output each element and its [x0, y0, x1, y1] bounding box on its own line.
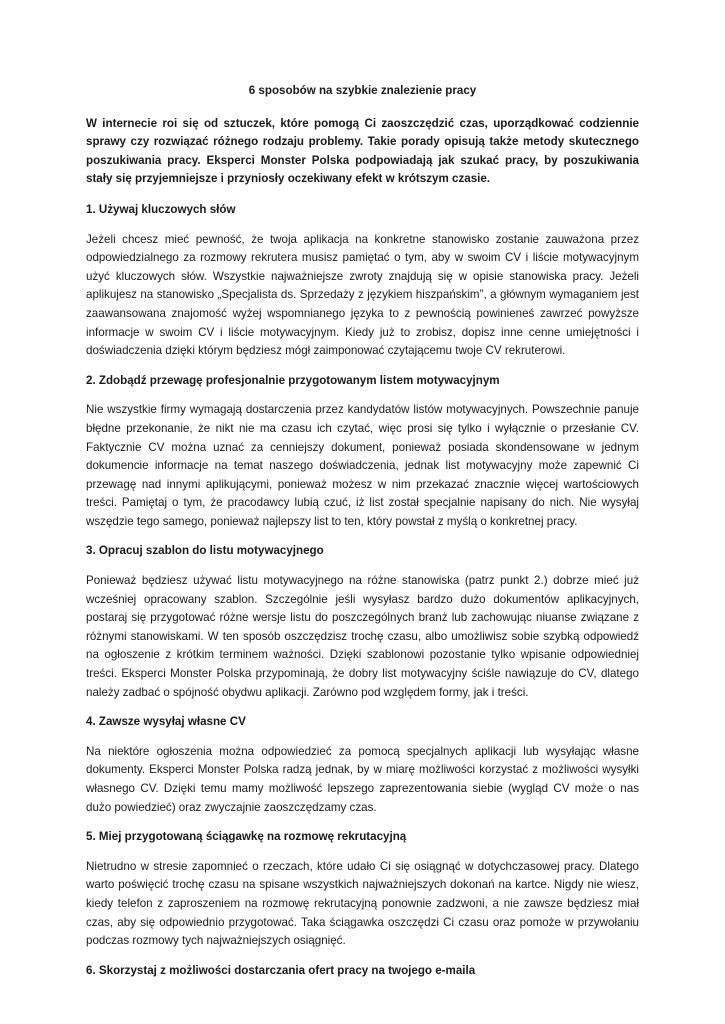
section-paragraph: Ponieważ będziesz używać listu motywacyjnego na różne stanowiska (patrz punkt 2.) dobrze mieć już wcześniej opracowany szablon. Szczególnie jeśli wysyłasz bardzo dużo dokumentów aplikacyjnych, postaraj się przygotować różne wersje listu do poszczególnych branż lub zachowując niuanse związane z różnymi stanowiskami. W ten sposób oszczędzisz trochę czasu, albo umożliwisz sobie szybką odpowiedź na ogłoszenie z krótkim terminem ważności. Dzięki szablonowi pozostanie tylko wpisanie odpowiedniej treści. Eksperci Monster Polska przypominają, że dobry list motywacyjny ściśle nawiązuje do CV, dlatego należy zadbać o spójność obydwu aplikacji. Zarówno pod względem formy, jak i treści. [86, 574, 639, 699]
section-heading: 3. Opracuj szablon do listu motywacyjnego [86, 544, 324, 558]
section-heading: 1. Używaj kluczowych słów [86, 202, 236, 216]
document-page [86, 82, 639, 991]
document-title: 6 sposobów na szybkie znalezienie pracy [248, 84, 477, 97]
section-heading: 5. Miej przygotowaną ściągawkę na rozmowę rekrutacyjną [86, 830, 407, 844]
section-paragraph: Jeżeli chcesz mieć pewność, że twoja aplikacja na konkretne stanowisko zostanie zauważona przez odpowiedzialnego za rozmowy rekrutera musisz pamiętać o tym, aby w swoim CV i liście motywacyjnym użyć kluczowych słów. Wszystkie najważniejsze zwroty znajdują się w opisie stanowiska pracy. Jeżeli aplikujesz na stanowisko „Specjalista ds. Sprzedaży z językiem hiszpańskim”, a głównym wymaganiem jest zaawansowana znajomość wyżej wspomnianego języka to z pewnością powinieneś zawrzeć powyższe informacje w swoim CV i liście motywacyjnym. Kiedy już to zrobisz, dopisz inne cenne umiejętności i doświadczenia dzięki którym będziesz mógł zaimponować czytającemu twoje CV rekruterowi. [86, 232, 639, 358]
section-paragraph: Na niektóre ogłoszenia można odpowiedzieć za pomocą specjalnych aplikacji lub wysyłając własne dokumenty. Eksperci Monster Polska radzą jednak, by w miarę możliwości korzystać z możliwości wysyłki własnego CV. Dzięki temu mamy możliwość lepszego zaprezentowania siebie (wygląd CV może o nas dużo powiedzieć) oraz zwyczajnie zaoszczędzamy czas. [86, 744, 639, 814]
section-heading: 4. Zawsze wysyłaj własne CV [86, 715, 246, 729]
intro-paragraph: W internecie roi się od sztuczek, które pomogą Ci zaoszczędzić czas, uporządkować codziennie sprawy czy rozwiązać różnego rodzaju problemy. Takie porady opisują także metody skutecznego poszukiwania pracy. Eksperci Monster Polska podpowiadają jak szukać pracy, by poszukiwania stały się przyjemniejsze i przyniosły oczekiwany efekt w krótszym czasie. [86, 116, 639, 186]
section-heading: 6. Skorzystaj z możliwości dostarczania ofert pracy na twojego e-maila [86, 963, 476, 977]
section-paragraph: Nie wszystkie firmy wymagają dostarczenia przez kandydatów listów motywacyjnych. Powszechnie panuje błędne przekonanie, że nikt nie ma czasu ich czytać, więc prosi się tylko i wyłącznie o przesłanie CV. Faktycznie CV można uznać za cenniejszy dokument, ponieważ posiada skondensowane w jednym dokumencie informacje na temat naszego doświadczenia, jednak list motywacyjny może zapewnić Ci przewagę nad innymi aplikującymi, ponieważ możesz w nim przekazać znacznie więcej wartościowych treści. Pamiętaj o tym, że pracodawcy lubią czuć, iż list został specjalnie napisany do nich. Nie wysyłaj wszędzie tego samego, ponieważ najlepszy list to ten, który powstał z myślą o konkretnej pracy. [86, 403, 639, 528]
section-heading: 2. Zdobądź przewagę profesjonalnie przygotowanym listem motywacyjnym [86, 373, 500, 387]
section-paragraph: Nietrudno w stresie zapomnieć o rzeczach, które udało Ci się osiągnąć w dotychczasowej pracy. Dlatego warto poświęcić trochę czasu na spisane wszystkich najważniejszych dokonań na kartce. Nigdy nie wiesz, kiedy telefon z zaproszeniem na rozmowę rekrutacyjną ponownie zadzwoni, a nie zawsze będziesz miał czas, aby się odpowiednio przygotować. Taka ściągawka oszczędzi Ci czasu oraz pomoże w przywołaniu podczas rozmowy tych najważniejszych osiągnięć. [86, 859, 639, 948]
